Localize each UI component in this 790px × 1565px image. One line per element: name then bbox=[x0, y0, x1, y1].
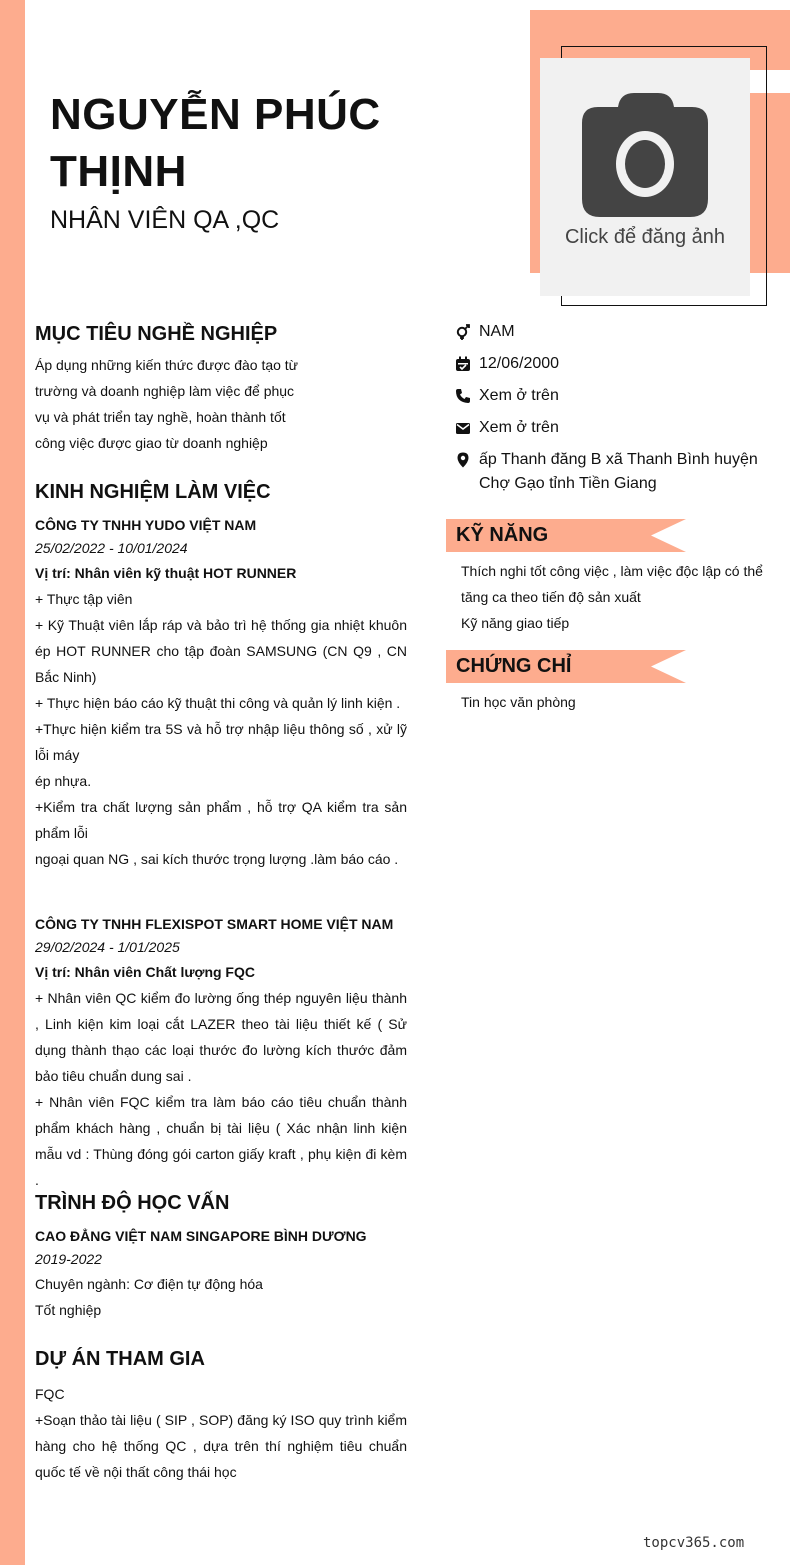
camera-icon bbox=[582, 93, 708, 217]
projects-title: DỰ ÁN THAM GIA bbox=[35, 1348, 205, 1370]
email-icon bbox=[455, 420, 471, 436]
location-pin-icon bbox=[455, 452, 471, 468]
photo-upload-label: Click để đăng ảnh bbox=[564, 226, 726, 248]
candidate-name bbox=[50, 86, 470, 200]
job-detail: + Kỹ Thuật viên lắp ráp và bảo trì hệ thống gia nhiệt khuôn ép HOT RUNNER cho tập đoàn SAMSUNG (CN Q9 , CN Bắc Ninh) bbox=[35, 617, 407, 685]
phone-icon bbox=[455, 388, 471, 404]
photo-upload-area[interactable] bbox=[540, 58, 750, 296]
job-detail: ép nhựa. bbox=[35, 773, 92, 789]
project-description: +Soạn thảo tài liệu ( SIP , SOP) đăng ký ISO quy trình kiểm hàng cho hệ thống QC , dựa trên thí nghiệm tiêu chuẩn quốc tế về nội thất công thái học bbox=[35, 1412, 407, 1480]
job-position: Vị trí: Nhân viên Chất lượng FQC bbox=[35, 964, 255, 980]
skills-ribbon bbox=[446, 519, 686, 552]
objective-title: MỤC TIÊU NGHỀ NGHIỆP bbox=[35, 323, 278, 345]
phone-value: Xem ở trên bbox=[479, 387, 559, 404]
certificate-item: Tin học văn phòng bbox=[461, 694, 576, 710]
name-line-1: NGUYỄN PHÚC bbox=[50, 90, 381, 139]
calendar-icon bbox=[455, 356, 471, 372]
watermark: topcv365.com bbox=[643, 1535, 745, 1551]
company-name: CÔNG TY TNHH YUDO VIỆT NAM bbox=[35, 517, 257, 533]
address-value: ấp Thanh đăng B xã Thanh Bình huyện Chợ Gạo tỉnh Tiền Giang bbox=[479, 451, 758, 492]
skills-title: KỸ NĂNG bbox=[456, 524, 549, 546]
education-period: 2019-2022 bbox=[35, 1251, 102, 1267]
job-detail: ngoại quan NG , sai kích thước trọng lượng .làm báo cáo . bbox=[35, 851, 399, 867]
email-value: Xem ở trên bbox=[479, 419, 559, 436]
project-name: FQC bbox=[35, 1386, 65, 1402]
job-detail: + Thực tập viên bbox=[35, 591, 133, 607]
company-name: CÔNG TY TNHH FLEXISPOT SMART HOME VIỆT NAM bbox=[35, 916, 394, 932]
job-period: 29/02/2024 - 1/01/2025 bbox=[35, 939, 180, 955]
certificates-ribbon bbox=[446, 650, 686, 683]
objective-line: Áp dụng những kiến thức được đào tạo từ bbox=[35, 357, 299, 373]
gender-value: NAM bbox=[479, 323, 515, 340]
gender-icon bbox=[455, 324, 471, 340]
job-detail: +Kiểm tra chất lượng sản phẩm , hỗ trợ QA kiểm tra sản phẩm lỗi bbox=[35, 799, 407, 841]
objective-line: vụ và phát triển tay nghề, hoàn thành tốt bbox=[35, 409, 286, 425]
job-detail: + Nhân viên FQC kiểm tra làm báo cáo tiêu chuẩn thành phẩm khách hàng , chuẩn bị tài liệu ( Xác nhận linh kiện mẫu vd : Thùng đóng gói carton giấy kraft , phụ kiện đi kèm . bbox=[35, 1094, 407, 1188]
skill-item: Kỹ năng giao tiếp bbox=[461, 615, 570, 631]
job-detail: +Thực hiện kiểm tra 5S và hỗ trợ nhập liệu thông số , xử lỹ lỗi máy bbox=[35, 721, 407, 763]
objective-line: công việc được giao từ doanh nghiệp bbox=[35, 435, 268, 451]
objective-line: trường và doanh nghiệp làm việc để phục bbox=[35, 383, 295, 399]
photo-decoration-side bbox=[530, 70, 540, 93]
job-detail: + Thực hiện báo cáo kỹ thuật thi công và quản lý linh kiện . bbox=[35, 695, 401, 711]
left-accent-bar bbox=[0, 0, 25, 1565]
school-name: CAO ĐẲNG VIỆT NAM SINGAPORE BÌNH DƯƠNG bbox=[35, 1228, 367, 1244]
education-status: Tốt nghiệp bbox=[35, 1302, 102, 1318]
education-major: Chuyên ngành: Cơ điện tự động hóa bbox=[35, 1276, 263, 1292]
certificates-title: CHỨNG CHỈ bbox=[456, 655, 572, 677]
name-line-2: THỊNH bbox=[50, 147, 187, 196]
job-position: Vị trí: Nhân viên kỹ thuật HOT RUNNER bbox=[35, 565, 297, 581]
skill-item: Thích nghi tốt công việc , làm việc độc lập có thể tăng ca theo tiến độ sản xuất bbox=[461, 563, 763, 605]
job-detail: + Nhân viên QC kiểm đo lường ống thép nguyên liệu thành , Linh kiện kim loại cắt LAZER theo tài liệu thiết kế ( Sử dụng thành thạo các loại thước đo lường kích thước đảm bảo tiêu chuẩn dung sai . bbox=[35, 990, 407, 1084]
job-title: NHÂN VIÊN QA ,QC bbox=[50, 206, 280, 234]
experience-title: KINH NGHIỆM LÀM VIỆC bbox=[35, 481, 271, 503]
dob-value: 12/06/2000 bbox=[479, 355, 560, 372]
job-period: 25/02/2022 - 10/01/2024 bbox=[35, 540, 188, 556]
education-title: TRÌNH ĐỘ HỌC VẤN bbox=[35, 1192, 230, 1214]
